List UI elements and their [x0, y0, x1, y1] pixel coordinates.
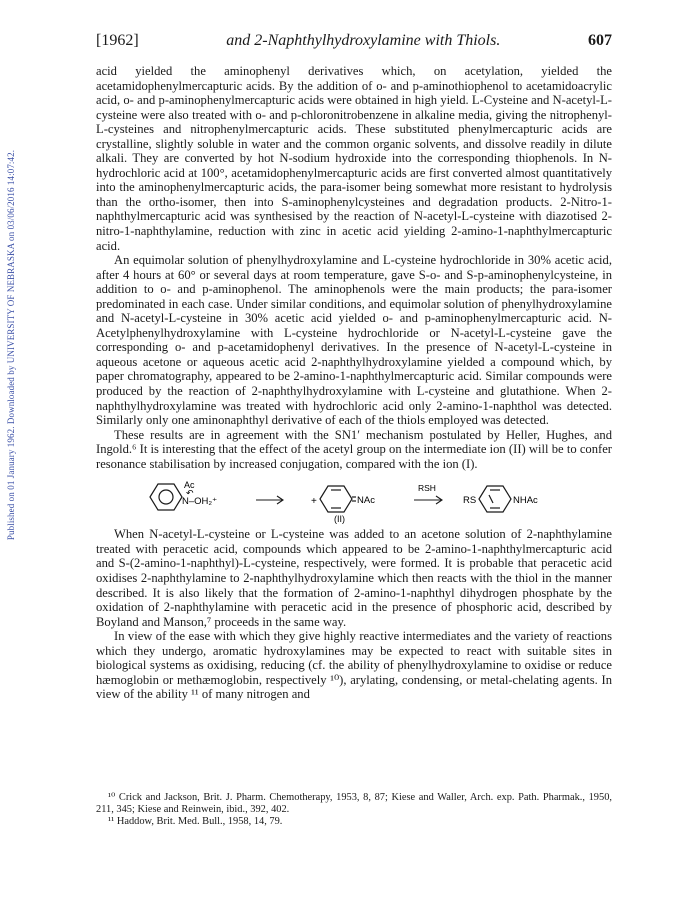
paragraph-4: When N-acetyl-L-cysteine or L-cysteine was added to an acetone solution of 2-naphthylamine treated with peracetic acid, compounds which appeared to be 2-amino-1-naphthylmercapturic acid and S-(2-amino-1-naphthyl)-L-cysteine, respectively, were formed. It is probable that peracetic acid oxidises 2-naphthylamine to 2-naphthylhydroxylamine which then reacts with the thiol in the manner described. It is also likely that the formation of 2-amino-1-naphthyl dihydrogen phosphate by the oxidation of 2-naphthylamine with peracetic acid in the presence of phosphoric acid, described by Boyland and Manson,⁷ proceeds in the same way.	[96, 527, 612, 629]
paragraph-3: These results are in agreement with the SN1′ mechanism postulated by Heller, Hughes, and Ingold.⁶ It is interesting that the effect of the acetyl group on the intermediate ion (II) will be to confer resonance stabilisation by increased conjugation, compared with the ion (I).	[96, 427, 612, 471]
body-text	[96, 64, 612, 702]
nhac-label: NHAc	[513, 495, 538, 507]
n-oh2-label: N–OH₂⁺	[182, 496, 218, 508]
curved-arrow-icon: ↶	[186, 488, 194, 499]
plus-label: +	[311, 496, 317, 508]
benzene-ring-product	[479, 486, 511, 512]
download-watermark	[4, 110, 18, 580]
footnote-10: ¹⁰ Crick and Jackson, Brit. J. Pharm. Chemotherapy, 1953, 8, 87; Kiese and Waller, Arch. exp. Path. Pharmak., 1950, 211, 345; Kiese and Reinwein, ibid., 392, 402.	[96, 792, 612, 815]
paragraph-5: In view of the ease with which they give highly reactive intermediates and the variety of reactions which they undergo, aromatic hydroxylamines may be expected to react with suitable sites in biological systems as oxidising, reducing (cf. the ability of phenylhydroxylamine to oxidise or reduce hæmoglobin or methæmoglobin, respectively ¹⁰), arylating, condensing, or metal-chelating agents. In view of the ability ¹¹ of many nitrogen and	[96, 629, 612, 702]
reaction-scheme	[96, 475, 612, 525]
rs-label: RS	[463, 495, 477, 507]
footnote-11: ¹¹ Haddow, Brit. Med. Bull., 1958, 14, 79.	[108, 816, 283, 827]
nac-label: NAc	[357, 495, 375, 507]
header-title: and 2-Naphthylhydroxylamine with Thiols.	[226, 32, 501, 49]
benzene-ring-ion-i	[150, 484, 182, 510]
rsh-reagent-label: RSH	[418, 483, 436, 494]
ion-ii-label: (II)	[334, 514, 345, 525]
arrow-2-icon	[414, 496, 442, 504]
download-watermark-text: Published on 01 January 1962. Downloaded by UNIVERSITY OF NEBRASKA on 03/06/2016 14:07:42.	[6, 149, 16, 541]
arrow-1-icon	[256, 496, 283, 504]
paragraph-1: acid yielded the aminophenyl derivatives which, on acetylation, yielded the acetamidophenylmercapturic acids. By the addition of o- and p-aminothiophenol to acetamidoacrylic acid, o- and p-aminophenylmercapturic acids were obtained in high yield. L-Cysteine and N-acetyl-L-cysteine were also treated with o- and p-chloronitrobenzene in alkaline media, giving the nitrophenyl-L-cysteines and nitrophenylmercapturic acids. These substituted phenylmercapturic acids are crystalline, slightly soluble in water and the common organic solvents, and dissolve readily in dilute alkali. They are converted by hot N-sodium hydroxide into the corresponding thiophenols. In N-hydrochloric acid at 100°, acetamidophenylmercapturic acids are first converted almost quantitatively into the aminophenylmercapturic acids, the para-isomer being somewhat more resistant to hydrolysis than the ortho-isomer, then into S-aminophenylcysteines and degradation products. 2-Nitro-1-naphthylmercapturic acid was synthesised by the reaction of N-acetyl-L-cysteine with diazotised 2-nitro-1-naphthylamine, reduction with zinc in acetic acid yielding 2-amino-1-naphthylmercapturic acid.	[96, 64, 612, 253]
running-header	[96, 32, 612, 54]
quinonoid-ring-ion-ii	[320, 486, 356, 512]
footnotes	[96, 792, 612, 828]
paragraph-2: An equimolar solution of phenylhydroxylamine and L-cysteine hydrochloride in 30% acetic acid, after 4 hours at 60° or several days at room temperature, gave S-o- and S-p-aminophenylcysteine, in addition to o- and p-aminophenol. The aminophenols were the main products; the para-isomer predominated in each case. Under similar conditions, and equimolar solution of phenylhydroxylamine and N-acetyl-L-cysteine in 30% acetic acid yielded o- and p-aminophenylmercapturic acid. N-Acetylphenylhydroxylamine with L-cysteine hydrochloride or N-acetyl-L-cysteine gave the corresponding o- and p-acetamidophenyl derivatives. In the presence of N-acetyl-L-cysteine in aqueous acetone or aqueous acetic acid 2-naphthylhydroxylamine yielded a compound which, by paper chromatography, appeared to be 2-amino-1-naphthylmercapturic acid. Similar compounds were produced by the reaction of 2-naphthylhydroxylamine with L-cysteine and glutathione. When 2-naphthylhydroxylamine was treated with hydrochloric acid only 2-amino-1-naphthol was detected. Similarly only one aminonaphthyl derivative of each of the thiols employed was detected.	[96, 253, 612, 428]
header-year: [1962]	[96, 32, 139, 49]
page-number: 607	[588, 32, 612, 49]
ac-label: Ac	[184, 480, 195, 491]
